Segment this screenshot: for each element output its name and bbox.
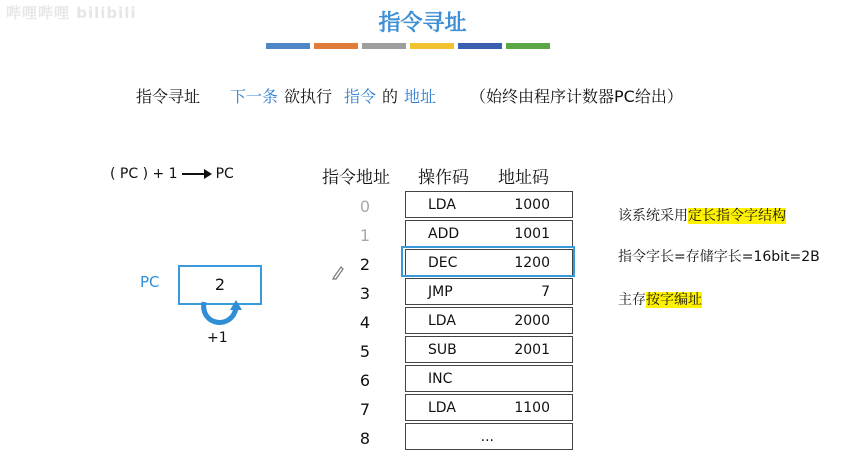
address-code-cell: 2001 <box>514 342 550 358</box>
table-row <box>405 278 573 305</box>
address-code-cell: 1200 <box>514 255 550 271</box>
address-4: 4 <box>359 313 371 332</box>
opcode-cell: LDA <box>428 400 456 416</box>
subtitle-of: 的 <box>382 87 399 106</box>
subtitle-next: 下一条 <box>230 87 279 106</box>
opcode-cell: LDA <box>428 313 456 329</box>
table-row <box>405 365 573 392</box>
address-5: 5 <box>359 342 371 361</box>
address-2: 2 <box>359 255 371 274</box>
color-bar-1 <box>266 43 310 49</box>
address-1: 1 <box>359 226 371 245</box>
color-bar-4 <box>410 43 454 49</box>
opcode-cell: LDA <box>428 197 456 213</box>
current-instruction-highlight <box>401 246 575 277</box>
address-code-cell: 1001 <box>514 226 550 242</box>
address-7: 7 <box>359 400 371 419</box>
note-word-addressing <box>618 289 702 309</box>
pencil-icon[interactable] <box>331 264 345 280</box>
color-bar-5 <box>458 43 502 49</box>
table-row <box>405 336 573 363</box>
subtitle-to-execute: 欲执行 <box>284 87 333 106</box>
address-0: 0 <box>359 197 371 216</box>
right-arrow-icon <box>182 169 212 179</box>
opcode-cell: SUB <box>428 342 457 358</box>
subtitle-note: （始终由程序计数器PC给出） <box>470 87 683 106</box>
opcode-cell: DEC <box>428 255 458 271</box>
note-fixed-length-highlight: 定长指令字结构 <box>688 208 786 224</box>
table-row <box>405 394 573 421</box>
table-row <box>405 307 573 334</box>
pc-label: PC <box>140 273 160 291</box>
opcode-cell: JMP <box>428 284 453 300</box>
table-row <box>405 220 573 247</box>
address-code-cell: 7 <box>541 284 550 300</box>
opcode-cell: ADD <box>428 226 460 242</box>
loop-arrow-icon <box>190 300 250 334</box>
formula-right: PC <box>215 166 234 182</box>
note-fixed-length <box>618 205 786 225</box>
address-code-cell: 2000 <box>514 313 550 329</box>
header-instruction-address: 指令地址 <box>322 168 390 188</box>
page-title: 指令寻址 <box>378 11 467 36</box>
address-code-cell: 1000 <box>514 197 550 213</box>
note-fixed-length-prefix: 该系统采用 <box>618 208 688 224</box>
subtitle-term: 指令寻址 <box>136 87 201 106</box>
address-8: 8 <box>359 429 371 448</box>
table-row <box>405 423 573 450</box>
header-address-code: 地址码 <box>498 168 549 188</box>
address-code-cell: ... <box>480 429 494 445</box>
formula-left: ( PC ) + 1 <box>110 166 178 182</box>
subtitle-instruction: 指令 <box>344 87 377 106</box>
pc-register: 2 <box>178 265 262 305</box>
note-word-length: 指令字长=存储字长=16bit=2B <box>618 249 820 265</box>
address-6: 6 <box>359 371 371 390</box>
pc-increment-label: +1 <box>207 330 228 346</box>
opcode-cell: INC <box>428 371 453 387</box>
note-word-addressing-prefix: 主存 <box>618 292 646 308</box>
color-bar-2 <box>314 43 358 49</box>
bilibili-watermark: 哔哩哔哩 bilibili <box>6 4 137 22</box>
color-bar-3 <box>362 43 406 49</box>
pc-increment-formula <box>110 166 234 182</box>
color-bar-6 <box>506 43 550 49</box>
address-code-cell: 1100 <box>514 400 550 416</box>
subtitle-address: 地址 <box>404 87 437 106</box>
address-3: 3 <box>359 284 371 303</box>
note-word-addressing-highlight: 按字编址 <box>646 292 702 308</box>
table-row <box>405 191 573 218</box>
header-opcode: 操作码 <box>418 168 469 188</box>
